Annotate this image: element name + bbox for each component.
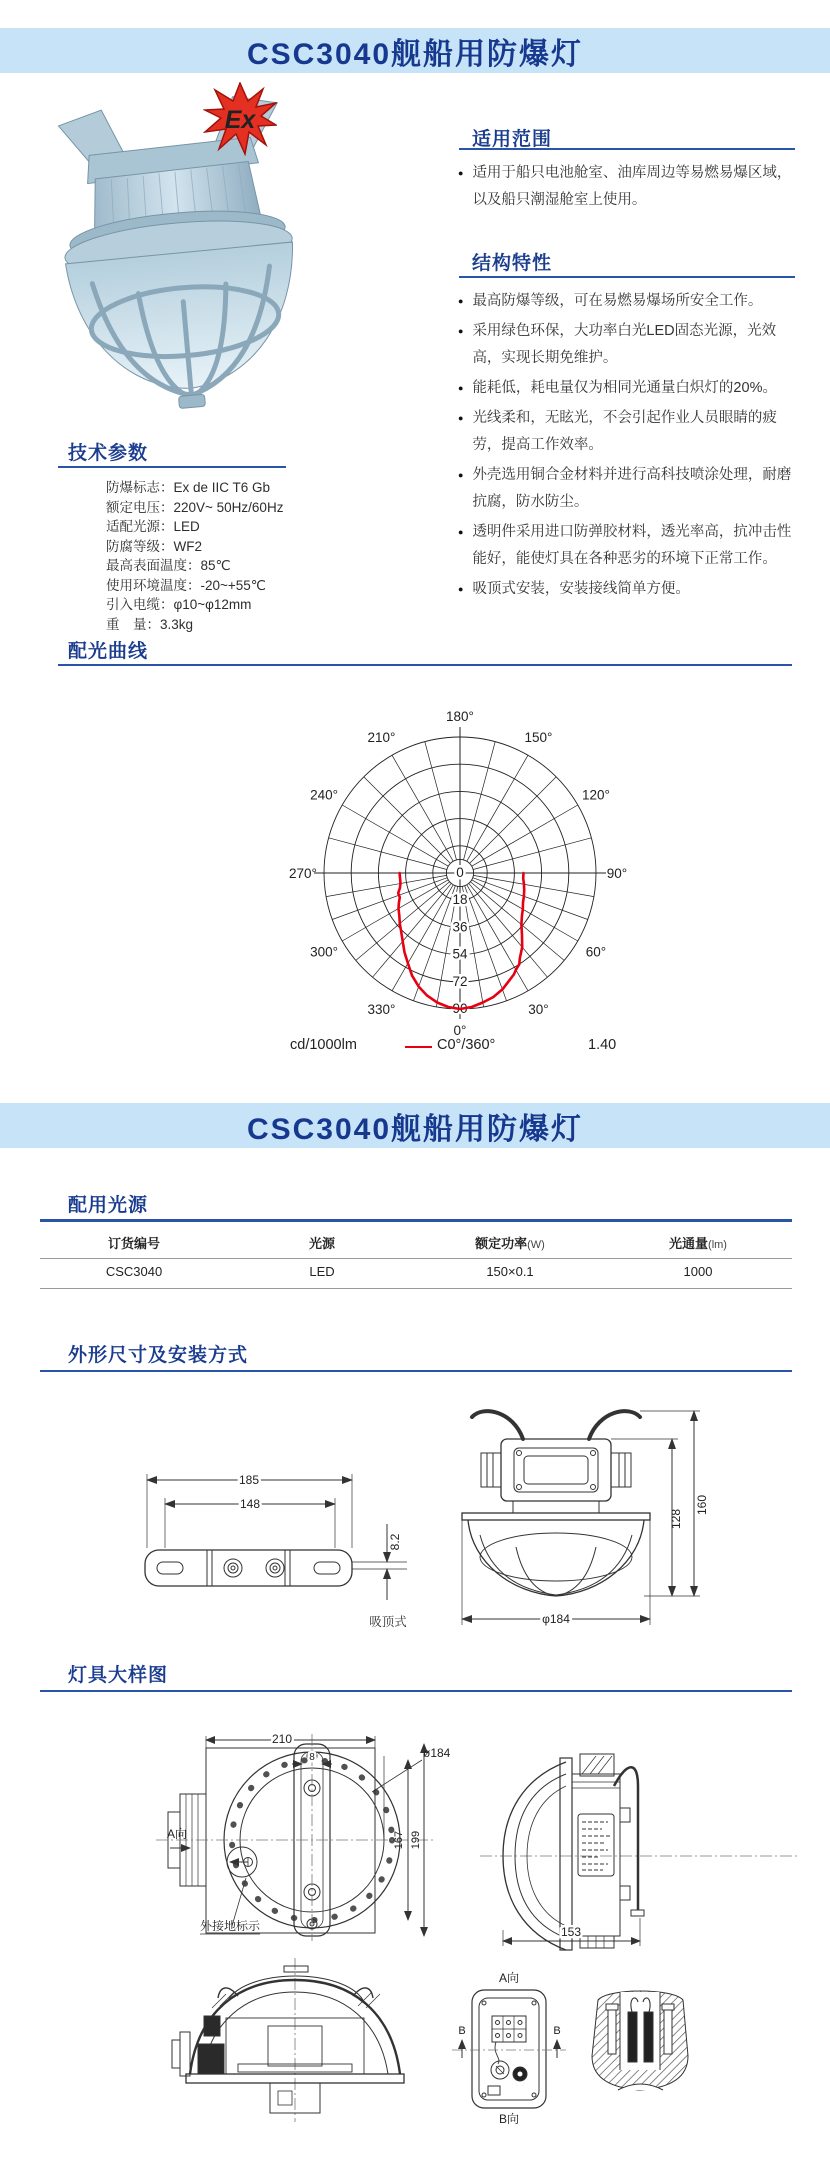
features-bullets (456, 288, 800, 603)
spec-line: 防爆标志：Ex de IIC T6 Gb (106, 480, 271, 495)
ex-label: Ex (224, 106, 256, 134)
chart-scale-note: 1.40 (588, 1037, 617, 1053)
legend-line (405, 1046, 432, 1048)
dimensions-underline (40, 1370, 792, 1372)
angle-tick-label: 330° (367, 1001, 396, 1017)
table-header-cell: 光源 (308, 1236, 335, 1251)
detail-b-section-drawing (578, 1986, 703, 2098)
a-view-label: A向 (498, 1971, 520, 1985)
bullet-icon: ● (458, 527, 464, 537)
dim-lamp-inner-height: 128 (669, 1508, 683, 1530)
page-header-bar (0, 28, 830, 73)
section-title-detail: 灯具大样图 (68, 1665, 169, 1686)
list-item: ● 能耗低，耗电量仅为相同光通量白炽灯的20%。 (456, 375, 800, 402)
photometric-polar-chart (60, 666, 780, 1078)
list-item: ● 透明件采用进口防弹胶材料，透光率高，抗冲击性能好，能使灯具在各种恶劣的环境下正常工作。 (456, 519, 800, 573)
dim-lamp-total-height: 160 (695, 1494, 709, 1516)
table-bottom-rule (40, 1288, 792, 1289)
section-title-tech-params: 技术参数 (68, 443, 149, 464)
bullet-icon: ● (458, 383, 464, 393)
section-title-dimensions: 外形尺寸及安装方式 (68, 1345, 249, 1366)
dim-side-width: 153 (560, 1925, 582, 1939)
b-view-label: B向 (498, 2112, 520, 2125)
chart-units-label: cd/1000lm (290, 1037, 357, 1053)
list-item: ● 吸顶式安装，安装接线简单方便。 (456, 576, 800, 603)
bullet-icon: ● (458, 413, 464, 423)
table-cell-source: LED (309, 1264, 335, 1279)
mount-type-caption: 吸顶式 (369, 1615, 407, 1629)
application-bullets (456, 160, 800, 214)
angle-tick-label: 180° (446, 709, 474, 724)
dim-top-h-outer: 199 (410, 1830, 422, 1850)
angle-tick-label: 30° (528, 1001, 549, 1017)
detail-underline (40, 1690, 792, 1692)
tech-params-underline (58, 466, 286, 468)
angle-tick-label: 240° (310, 787, 339, 803)
application-underline (459, 148, 795, 150)
list-item: ● 最高防爆等级，可在易燃易爆场所安全工作。 (456, 288, 800, 315)
section-title-features: 结构特性 (472, 253, 553, 274)
angle-tick-label: 60° (585, 944, 607, 960)
spec-line: 使用环境温度：-20~+55℃ (106, 577, 266, 593)
radial-tick-label: 90 (452, 1001, 468, 1016)
ex-star-badge (203, 82, 277, 156)
angle-tick-label: 210° (367, 730, 396, 746)
spec-line: 引入电缆：φ10~φ12mm (106, 597, 252, 612)
table-header-row (40, 1233, 792, 1252)
table-header-cell: 光通量(lm) (669, 1236, 727, 1251)
lamp-dimension-drawing (428, 1395, 748, 1650)
table-header-cell: 订货编号 (107, 1236, 160, 1251)
bullet-icon: ● (458, 168, 464, 178)
bullet-icon: ● (458, 470, 464, 480)
page-header-bar-2 (0, 1103, 830, 1148)
b-arrow-label-right: B (553, 2025, 561, 2037)
list-item: ● 适用于船只电池舱室、油库周边等易燃易爆区域，以及船只潮湿舱室上使用。 (456, 160, 800, 214)
spec-line: 额定电压：220V~ 50Hz/60Hz (106, 499, 284, 515)
table-header-cell: 额定功率(W) (475, 1236, 545, 1251)
radial-tick-label: 0 (456, 865, 464, 880)
spec-line: 重 量：3.3kg (106, 616, 194, 632)
detail-side-view-drawing (478, 1752, 803, 1957)
angle-tick-label: 270° (289, 866, 317, 881)
dim-top-slot: 8 (309, 1752, 315, 1763)
bullet-icon: ● (458, 296, 464, 306)
detail-a-view-drawing (452, 1970, 567, 2125)
section-title-application: 适用范围 (472, 129, 553, 150)
view-a-label: A向 (166, 1827, 188, 1841)
angle-tick-label: 120° (581, 787, 610, 803)
table-cell-order-code: CSC3040 (105, 1264, 163, 1279)
features-underline (459, 276, 795, 278)
polar-chart-svg (60, 666, 780, 1078)
dim-top-diameter: ø184 (423, 1746, 451, 1760)
spec-line: 适配光源：LED (106, 519, 200, 534)
table-cell-power: 150×0.1 (486, 1264, 534, 1279)
detail-cross-section-drawing (168, 1956, 423, 2126)
dim-top-h-inner: 167 (393, 1830, 405, 1850)
table-divider (40, 1258, 792, 1259)
dim-bracket-thickness: 8.2 (388, 1533, 402, 1551)
table-cell-flux: 1000 (683, 1264, 713, 1279)
radial-tick-label: 54 (452, 946, 468, 962)
dim-bracket-outer: 185 (238, 1473, 260, 1487)
angle-tick-label: 90° (606, 866, 628, 881)
detail-top-view-drawing (122, 1730, 457, 1945)
dim-top-width: 210 (271, 1732, 293, 1746)
table-top-rule (40, 1219, 792, 1222)
dim-bracket-inner: 148 (239, 1497, 261, 1511)
dim-lamp-diameter: φ184 (542, 1612, 570, 1626)
section-title-photometric: 配光曲线 (68, 641, 149, 662)
radial-tick-label: 36 (452, 919, 468, 935)
mounting-bracket-drawing (115, 1462, 415, 1602)
b-arrow-label-left: B (458, 2025, 466, 2037)
angle-tick-label: 300° (310, 944, 339, 960)
spec-line: 防腐等级：WF2 (106, 538, 202, 554)
legend-series-label: C0°/360° (437, 1037, 496, 1053)
list-item: ● 光线柔和，无眩光，不会引起作业人员眼睛的疲劳，提高工作效率。 (456, 405, 800, 459)
page-title: CSC3040舰船用防爆灯 (246, 37, 584, 71)
section-title-light-source: 配用光源 (68, 1195, 149, 1216)
spec-line: 最高表面温度：85℃ (106, 558, 231, 573)
angle-tick-label: 0° (453, 1023, 467, 1038)
radial-tick-label: 72 (452, 973, 468, 989)
bullet-icon: ● (458, 584, 464, 594)
radial-tick-label: 18 (452, 892, 468, 908)
angle-tick-label: 150° (524, 730, 553, 746)
bullet-icon: ● (458, 326, 464, 336)
page-title-2: CSC3040舰船用防爆灯 (246, 1112, 584, 1146)
ground-mark-label: 外接地标示 (200, 1919, 261, 1933)
tech-params-list (106, 478, 366, 634)
table-row (40, 1264, 792, 1279)
list-item: ● 外壳选用铜合金材料并进行高科技喷涂处理，耐磨抗腐，防水防尘。 (456, 462, 800, 516)
list-item: ● 采用绿色环保，大功率白光LED固态光源，光效高，实现长期免维护。 (456, 318, 800, 372)
